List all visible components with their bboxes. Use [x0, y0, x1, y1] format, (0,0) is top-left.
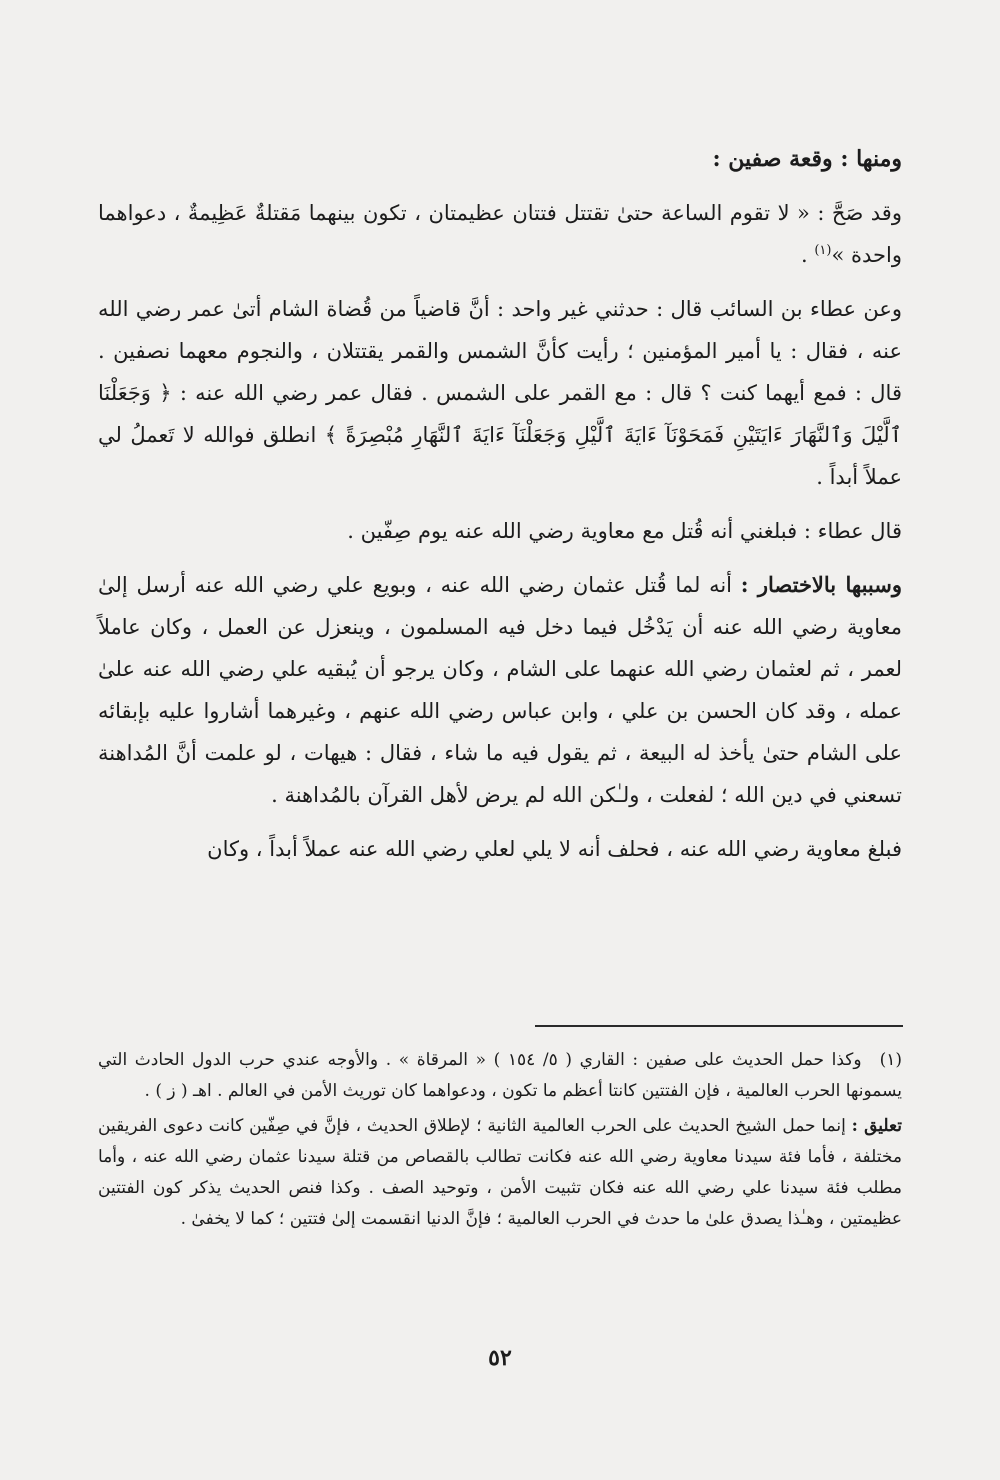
paragraph-hadith [98, 192, 902, 276]
footnote-1-number: (١) [879, 1050, 902, 1070]
paragraph-oath [98, 828, 902, 870]
main-text [98, 138, 902, 882]
hadith-text-end: . [800, 243, 815, 267]
narration-end: انطلق فوالله لا تَعملُ لي عملاً أبداً . [98, 423, 902, 489]
footnote-1 [98, 1045, 902, 1107]
footnotes [98, 1045, 902, 1239]
section-heading-text: ومنها : وقعة صفين : [712, 146, 902, 172]
page-number: ٥٢ [488, 1345, 512, 1371]
commentary-lead: تعليق : [851, 1116, 902, 1136]
narration-text: وعن عطاء بن السائب قال : حدثني غير واحد : أنَّ قاضياً من قُضاة الشام أتىٰ عمر رضي الله عنه ، فقال : يا أمير المؤمنين ؛ رأيت كأنَّ الشمس والقمر يقتتلان ، والنجوم معهما نصفين . قال : فمع أيهما كنت ؟ قال : مع القمر على الشمس . فقال عمر رضي الله عنه : [98, 297, 902, 405]
commentary-text: إنما حمل الشيخ الحديث على الحرب العالمية الثانية ؛ لإطلاق الحديث ، فإنَّ في صِفّين كانت دعوى الفريقين مختلفة ، فأما فئة سيدنا معاوية رضي الله عنه فكانت تطالب بالقصاص من قتلة سيدنا عثمان رضي الله عنه ، وأما مطلب فئة سيدنا علي رضي الله عنه فكان تثبيت الأمن ، وتوحيد الصف . وكذا فنص الحديث يذكر كون الفتتين عظيمتين ، وهـٰذا يصدق علىٰ ما حدث في الحرب العالمية ؛ فإنَّ الدنيا انقسمت إلىٰ فتتين ؛ كما لا يخفىٰ . [98, 1116, 902, 1229]
paragraph-ata [98, 510, 902, 552]
footnote-reference: (١) [814, 243, 832, 258]
ata-text: قال عطاء : فبلغني أنه قُتل مع معاوية رضي الله عنه يوم صِفّين . [347, 519, 902, 543]
footnote-1-text: وكذا حمل الحديث على صفين : القاري ( ٥/ ١٥٤ ) « المرقاة » . والأوجه عندي حرب الدول الحادث التي يسمونها الحرب العالمية ، فإن الفتتين كانتا أعظم ما تكون ، ودعواهما كان توريث الأمن في العالم . اهـ ( ز ) . [98, 1050, 902, 1101]
cause-text: أنه لما قُتل عثمان رضي الله عنه ، وبويع علي رضي الله عنه أرسل إلىٰ معاوية رضي الله عنه أن يَدْخُل فيما دخل فيه المسلمون ، وينعزل عن العمل ، وكان عاملاً لعمر ، ثم لعثمان رضي الله عنهما على الشام ، وكان يرجو أن يُبقيه علي رضي الله عنه علىٰ عمله ، وقد كان الحسن بن علي ، وابن عباس رضي الله عنهم ، وغيرهما أشاروا عليه بإبقائه على الشام حتىٰ يأخذ له البيعة ، ثم يقول فيه ما شاء ، فقال : هيهات ، لو علمت أنَّ المُداهنة تسعني في دين الله ؛ لفعلت ، ولـٰكن الله لم يرض لأهل القرآن بالمُداهنة . [98, 573, 902, 807]
hadith-text: وقد صَحَّ : « لا تقوم الساعة حتىٰ تقتتل فتتان عظيمتان ، تكون بينهما مَقتلةٌ عَظِيمةٌ ، دعواهما واحدة » [98, 201, 902, 267]
oath-text: فبلغ معاوية رضي الله عنه ، فحلف أنه لا يلي لعلي رضي الله عنه عملاً أبداً ، وكان [207, 837, 902, 861]
paragraph-cause [98, 564, 902, 816]
commentary [98, 1111, 902, 1235]
section-heading [98, 138, 902, 180]
quran-verse: ﴿ وَجَعَلْنَا ٱلَّيْلَ وَٱلنَّهَارَ ءَايَتَيْنِ فَمَحَوْنَآ ءَايَةَ ٱلَّيْلِ وَجَعَلْنَآ ءَايَةَ ٱلنَّهَارِ مُبْصِرَةً ﴾ [98, 381, 902, 447]
cause-lead: وسببها بالاختصار : [740, 572, 902, 597]
footnote-divider [535, 1025, 903, 1027]
paragraph-narration [98, 288, 902, 498]
